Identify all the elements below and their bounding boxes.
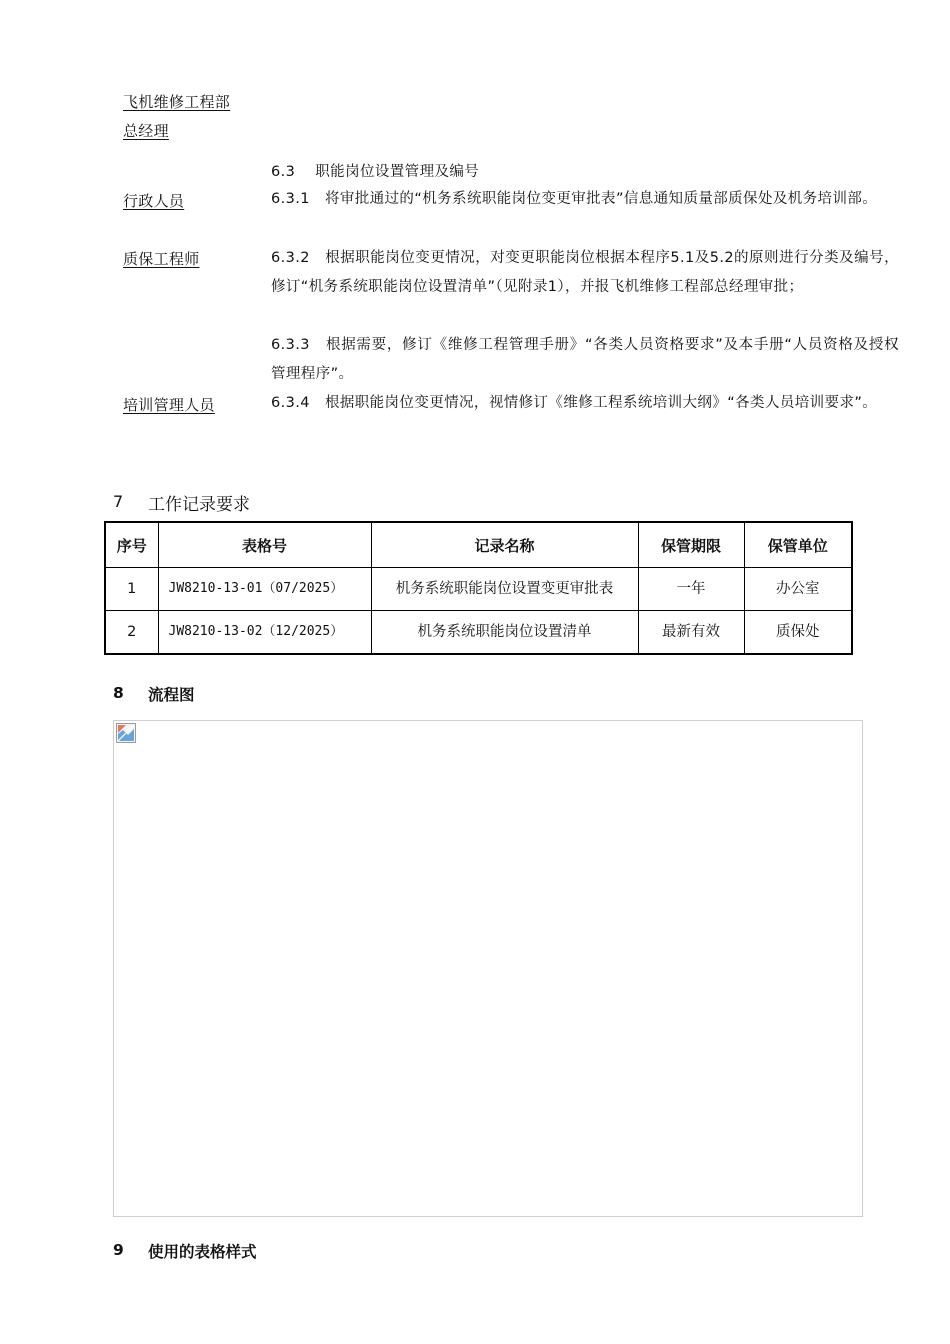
section-title: 职能岗位设置管理及编号 [315,164,480,180]
section-number: 6.3 [271,164,296,180]
section-9-number: 9 [113,1241,124,1259]
role-aircraft-maintenance-dept: 飞机维修工程部 [123,93,231,111]
table-row [105,568,852,611]
section-7-number: 7 [113,492,124,511]
cell-custodian: 质保处 [744,611,852,655]
clause-number: 6.3.1 [271,191,310,207]
clause-text: 根据需要，修订《维修工程管理手册》“各类人员资格要求”及本手册“人员资格及授权管理程序”。 [271,337,899,382]
clause-6-3-3 [271,331,899,389]
cell-custodian: 办公室 [744,568,852,611]
clause-number: 6.3.4 [271,395,310,411]
section-8-number: 8 [113,684,124,702]
section-7-title: 工作记录要求 [148,495,250,515]
header-form-no: 表格号 [158,522,371,568]
clause-text: 根据职能岗位变更情况，对变更职能岗位根据本程序5.1及5.2的原则进行分类及编号，修订“机务系统职能岗位设置清单”（见附录1），并报飞机维修工程部总经理审批； [271,250,899,295]
section-8-title: 流程图 [148,686,195,704]
role-general-manager: 总经理 [123,122,169,140]
role-admin-staff: 行政人员 [123,192,185,210]
header-retention: 保管期限 [638,522,744,568]
cell-seq: 1 [105,568,158,611]
clause-text: 根据职能岗位变更情况，视情修订《维修工程系统培训大纲》“各类人员培训要求”。 [324,395,878,411]
table-row [105,611,852,655]
role-training-manager: 培训管理人员 [123,396,215,414]
table-header-row [105,522,852,568]
header-seq: 序号 [105,522,158,568]
cell-form-no: JW8210-13-01（07/2025） [158,568,371,611]
cell-form-no: JW8210-13-02（12/2025） [158,611,371,655]
cell-record-name: 机务系统职能岗位设置清单 [371,611,638,655]
clause-number: 6.3.3 [271,337,310,353]
cell-seq: 2 [105,611,158,655]
clause-text: 将审批通过的“机务系统职能岗位变更审批表”信息通知质量部质保处及机务培训部。 [324,191,878,207]
cell-retention: 一年 [638,568,744,611]
role-qa-engineer: 质保工程师 [123,250,200,268]
section-6-3-heading [271,160,479,181]
clause-number: 6.3.2 [271,250,310,266]
section-9-title: 使用的表格样式 [148,1243,257,1261]
work-records-table [104,521,853,655]
clause-6-3-2 [271,244,899,302]
cell-record-name: 机务系统职能岗位设置变更审批表 [371,568,638,611]
cell-retention: 最新有效 [638,611,744,655]
clause-6-3-1 [271,185,899,214]
header-record-name: 记录名称 [371,522,638,568]
clause-6-3-4 [271,389,899,418]
broken-image-icon [116,723,136,743]
header-custodian: 保管单位 [744,522,852,568]
flowchart-image-placeholder [113,720,863,1217]
